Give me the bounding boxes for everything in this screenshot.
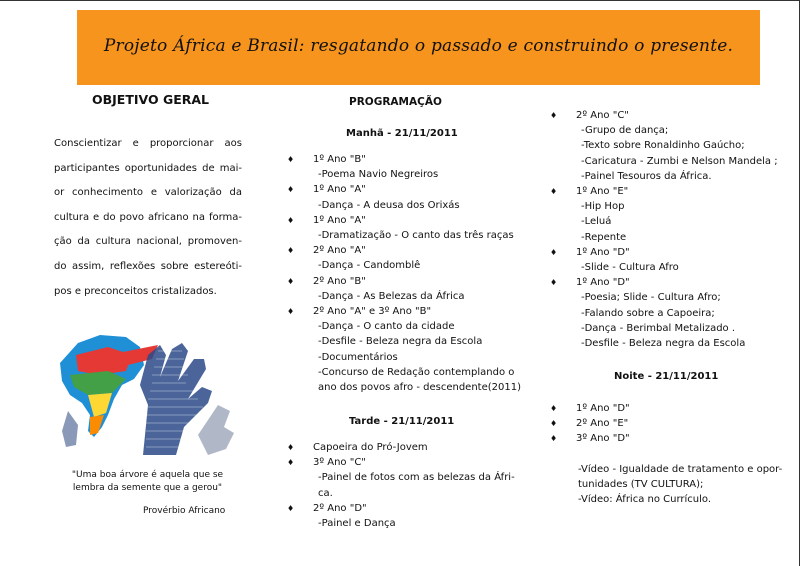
noite-notes <box>578 462 782 508</box>
list-item: ♦ 1º Ano "B" <box>313 152 521 167</box>
manha-heading: Manhã - 21/11/2011 <box>346 128 458 139</box>
list-item: -Grupo de dança; <box>581 125 669 137</box>
list-item: -Dança - A deusa dos Orixás <box>318 199 460 211</box>
list-item: ♦ 2º Ano "E" <box>576 416 630 431</box>
objective-text: Conscientizar e proporcionar aos participantes oportunidades de mai- or conhecimento e valorização da cultura e do povo africano na forma- ção da cultura nacional, promoven- do assim, reflexões sobre estereóti- pos e preconceitos cristalizados. <box>54 138 242 297</box>
list-item: ca. <box>318 487 333 499</box>
title-banner <box>77 10 760 85</box>
list-item: -Poesia; Slide - Cultura Afro; <box>581 292 721 304</box>
list-item: tunidades (TV CULTURA); <box>578 479 704 491</box>
list-item: ♦ 1º Ano "A" <box>313 213 521 228</box>
africa-brazil-illustration <box>48 315 238 460</box>
banner-title: Projeto África e Brasil: resgatando o passado e construindo o presente. <box>103 36 734 56</box>
tarde-heading: Tarde - 21/11/2011 <box>349 416 455 427</box>
list-item: ♦ 2º Ano "A" e 3º Ano "B" <box>313 304 521 319</box>
list-item: -Repente <box>581 231 627 243</box>
list-item: -Painel Tesouros da África. <box>581 170 712 182</box>
list-item: -Documentários <box>318 351 398 363</box>
noite-list <box>576 401 630 447</box>
list-item: -Painel e Dança <box>318 518 396 530</box>
list-item: -Poema Navio Negreiros <box>318 169 439 181</box>
list-item: -Caricatura - Zumbi e Nelson Mandela ; <box>581 155 778 167</box>
list-item: -Dança - As Belezas da África <box>318 290 465 302</box>
list-item: ♦ 2º Ano "C" <box>576 108 778 123</box>
manha-list <box>313 152 521 395</box>
list-item: -Concurso de Redação contemplando o <box>318 366 515 378</box>
list-item: -Dança - O canto da cidade <box>318 321 455 333</box>
list-item: -Falando sobre a Capoeira; <box>581 307 715 319</box>
list-item: ♦ 2º Ano "A" <box>313 243 521 258</box>
list-item: ♦ 2º Ano "D" <box>313 501 515 516</box>
list-item: -Hip Hop <box>581 201 625 213</box>
quote-author: Provérbio Africano <box>143 506 226 516</box>
list-item: -Slide - Cultura Afro <box>581 262 679 274</box>
list-item: ♦ 1º Ano "D" <box>576 275 778 290</box>
list-item: ♦ 1º Ano "D" <box>576 401 630 416</box>
list-item: -Painel de fotos com as belezas da Áfri- <box>318 472 515 484</box>
list-item: -Vídeo: África no Currículo. <box>578 494 712 506</box>
programacao-heading: PROGRAMAÇÃO <box>349 96 442 108</box>
page-border-top <box>0 0 800 1</box>
column3-list <box>576 108 778 351</box>
list-item: -Vídeo - Igualdade de tratamento e opor- <box>578 464 783 475</box>
tarde-list <box>313 440 515 531</box>
list-item: -Texto sobre Ronaldinho Gaúcho; <box>581 140 745 152</box>
list-item: -Dança - Candomblê <box>318 260 421 272</box>
list-item: ano dos povos afro - descendente(2011) <box>318 382 521 394</box>
list-item: ♦ 1º Ano "D" <box>576 245 778 260</box>
noite-heading: Noite - 21/11/2011 <box>614 371 719 382</box>
list-item: -Leluá <box>581 216 612 228</box>
quote-text: "Uma boa árvore é aquela que se lembra da semente que a gerou" <box>71 470 224 493</box>
list-item: ♦ Capoeira do Pró-Jovem <box>313 440 515 455</box>
list-item: -Desfile - Beleza negra da Escola <box>318 336 483 348</box>
list-item: ♦ 3º Ano "C" <box>313 455 515 470</box>
list-item: -Dança - Berimbal Metalizado . <box>581 322 736 334</box>
list-item: ♦ 2º Ano "B" <box>313 274 521 289</box>
list-item: ♦ 1º Ano "E" <box>576 184 778 199</box>
list-item: -Desfile - Beleza negra da Escola <box>581 338 746 350</box>
list-item: -Dramatização - O canto das três raças <box>318 230 514 242</box>
objective-heading: OBJETIVO GERAL <box>92 92 210 107</box>
list-item: ♦ 1º Ano "A" <box>313 182 521 197</box>
list-item: ♦ 3º Ano "D" <box>576 431 630 446</box>
